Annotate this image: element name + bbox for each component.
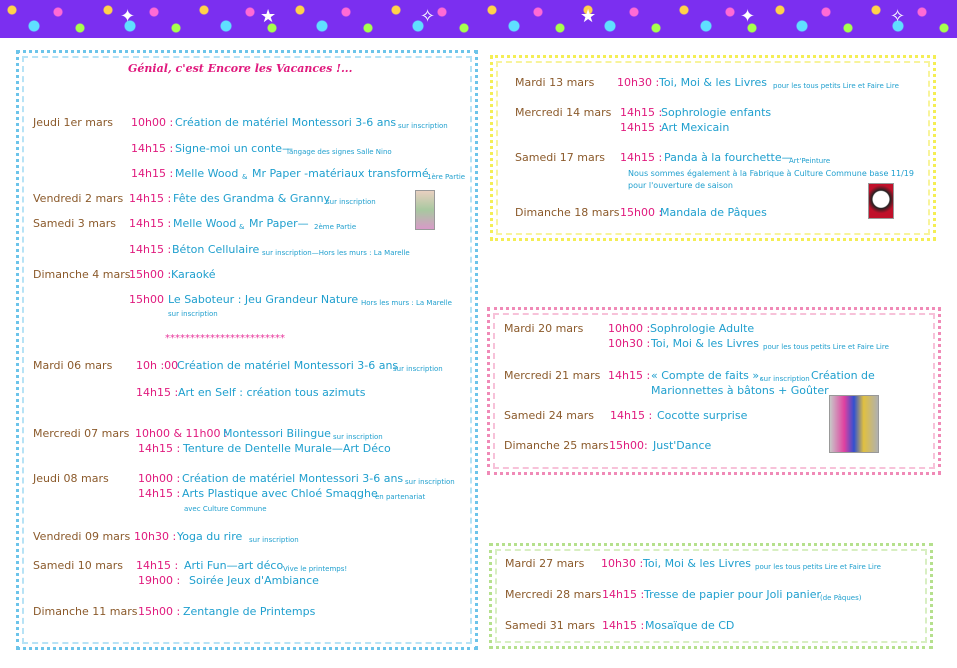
time-label: 15h00: (609, 439, 648, 452)
time-label: 15h00 (129, 293, 164, 306)
time-label: 14h15 : (620, 106, 663, 119)
activity-label: Melle Wood (173, 217, 237, 230)
time-label: 10h00 : (608, 322, 651, 335)
day-label: Vendredi 2 mars (33, 192, 124, 205)
time-label: 10h00 : (131, 116, 174, 129)
activity-note: sur inscription (326, 198, 376, 206)
day-label: Dimanche 25 mars (504, 439, 609, 452)
activity-note: Art'Peinture (789, 157, 831, 165)
page-title: Génial, c'est Encore les Vacances !... (128, 62, 353, 75)
day-label: Mardi 13 mars (515, 76, 595, 89)
time-label: 10h :00 (136, 359, 179, 372)
activity-note: sur inscription (405, 478, 455, 486)
activity-note: Vive le printemps! (283, 565, 348, 573)
activity-label: Mosaïque de CD (645, 619, 735, 632)
activity-note: (de Pâques) (820, 594, 862, 602)
time-label: 14h15 : (136, 386, 179, 399)
activity-note: en partenariat (375, 493, 426, 501)
activity-note: sur inscription—Hors les murs : La Marelle (262, 249, 410, 257)
time-label: 14h15 : (138, 442, 181, 455)
activity-label: Sophrologie Adulte (650, 322, 755, 335)
day-label: Mercredi 07 mars (33, 427, 130, 440)
activity-label: Arts Plastique avec Chloé Smaqghe (182, 487, 378, 500)
time-label: 14h15 : (610, 409, 653, 422)
activity-label: Toi, Moi & les Livres (651, 337, 760, 350)
activity-note: sur inscription (333, 433, 383, 441)
activity-label: Just'Dance (653, 439, 712, 452)
activity-label: « Compte de faits », (651, 369, 763, 382)
day-label: Dimanche 11 mars (33, 605, 138, 618)
time-label: 15h00 : (129, 268, 172, 281)
activity-note: sur inscription (393, 365, 443, 373)
puppets-photo (829, 395, 879, 453)
star-icon: ✦ (740, 6, 756, 27)
activity-label: Signe-moi un conte— (175, 142, 293, 155)
ampersand: & (239, 223, 245, 231)
time-label: 14h15 : (129, 217, 172, 230)
day-label: Mercredi 21 mars (504, 369, 601, 382)
activity-label: Mr Paper -matériaux transformé (252, 167, 429, 180)
activity-note: sur inscription (760, 375, 810, 383)
activity-note: Hors les murs : La Marelle (361, 299, 452, 307)
time-label: 10h30 : (617, 76, 660, 89)
time-label: 19h00 : (138, 574, 181, 587)
time-label: 14h15 : (620, 121, 663, 134)
time-label: 14h15 : (620, 151, 663, 164)
day-label: Samedi 10 mars (33, 559, 123, 572)
activity-label: Toi, Moi & les Livres (659, 76, 768, 89)
day-label: Mercredi 14 mars (515, 106, 612, 119)
day-label: Samedi 24 mars (504, 409, 594, 422)
day-label: Samedi 3 mars (33, 217, 116, 230)
activity-note: sur inscription (398, 122, 448, 130)
activity-label: Zentangle de Printemps (183, 605, 316, 618)
activity-label: Création de matériel Montessori 3-6 ans (177, 359, 399, 372)
time-label: 14h15 : (136, 559, 179, 572)
day-label: Vendredi 09 mars (33, 530, 131, 543)
day-label: Jeudi 08 mars (33, 472, 109, 485)
panda-photo (868, 183, 894, 219)
time-label: 14h15 : (131, 167, 174, 180)
star-icon: ★ (580, 6, 597, 27)
separator-stars: ************************ (165, 333, 285, 344)
day-label: Dimanche 18 mars (515, 206, 620, 219)
activity-label: Le Saboteur : Jeu Grandeur Nature (168, 293, 359, 306)
time-label: 10h30 : (601, 557, 644, 570)
activity-label: Panda à la fourchette— (664, 151, 793, 164)
star-icon: ✦ (120, 6, 136, 27)
activity-label: Mandala de Pâques (660, 206, 767, 219)
activity-label: Tenture de Dentelle Murale—Art Déco (183, 442, 391, 455)
info-text: Nous sommes également à la Fabrique à Culture Commune base 11/19 (628, 169, 914, 178)
day-label: Dimanche 4 mars (33, 268, 131, 281)
day-label: Samedi 31 mars (505, 619, 595, 632)
activity-label: Melle Wood (175, 167, 239, 180)
activity-label: Tresse de papier pour Joli panier (644, 588, 821, 601)
activity-label: Art Mexicain (661, 121, 730, 134)
activity-label: Yoga du rire (177, 530, 243, 543)
activity-label: Toi, Moi & les Livres (643, 557, 752, 570)
time-label: 14h15 : (138, 487, 181, 500)
activity-label: Cocotte surprise (657, 409, 748, 422)
activity-label: Sophrologie enfants (661, 106, 772, 119)
star-icon: ✧ (890, 6, 906, 27)
activity-note: sur inscription (168, 310, 218, 318)
activity-label: Art en Self : création tous azimuts (178, 386, 366, 399)
time-label: 10h00 : (138, 472, 181, 485)
activity-note: langage des signes Salle Nino (287, 148, 392, 156)
activity-note: 2ème Partie (314, 223, 357, 231)
activity-note: sur inscription (249, 536, 299, 544)
activity-label: Arti Fun—art déco (184, 559, 284, 572)
day-label: Mercredi 28 mars (505, 588, 602, 601)
time-label: 14h15 : (608, 369, 651, 382)
time-label: 14h15 : (129, 192, 172, 205)
day-label: Mardi 20 mars (504, 322, 584, 335)
star-icon: ★ (260, 6, 277, 27)
activity-label: Béton Cellulaire (172, 243, 260, 256)
time-label: 10h30 : (134, 530, 177, 543)
activity-label: Mr Paper— (249, 217, 309, 230)
activity-label: Création de matériel Montessori 3-6 ans (182, 472, 404, 485)
activity-label: Fête des Grandma & Granny (173, 192, 331, 205)
day-label: Mardi 06 mars (33, 359, 113, 372)
info-text: pour l'ouverture de saison (628, 181, 733, 190)
activity-label: Création de matériel Montessori 3-6 ans (175, 116, 397, 129)
activity-note: avec Culture Commune (184, 505, 267, 513)
activity-label: Montessori Bilingue (223, 427, 331, 440)
star-icon: ✧ (420, 6, 436, 27)
time-label: 14h15 : (602, 588, 645, 601)
activity-label: Soirée Jeux d'Ambiance (189, 574, 319, 587)
day-label: Samedi 17 mars (515, 151, 605, 164)
time-label: 10h00 & 11h00 : (135, 427, 228, 440)
activity-note: 1ère Partie (427, 173, 466, 181)
time-label: 15h00 : (138, 605, 181, 618)
grandma-photo (415, 190, 435, 230)
activity-label: Marionnettes à bâtons + Goûter (651, 384, 829, 397)
time-label: 14h15 : (131, 142, 174, 155)
decorative-banner (0, 0, 957, 38)
activity-note: pour les tous petits Lire et Faire Lire (763, 343, 889, 351)
day-label: Jeudi 1er mars (33, 116, 114, 129)
activity-label: Création de (811, 369, 875, 382)
time-label: 10h30 : (608, 337, 651, 350)
day-label: Mardi 27 mars (505, 557, 585, 570)
time-label: 15h00 : (620, 206, 663, 219)
activity-label: Karaoké (171, 268, 216, 281)
time-label: 14h15 : (602, 619, 645, 632)
activity-note: pour les tous petits Lire et Faire Lire (755, 563, 881, 571)
activity-note: pour les tous petits Lire et Faire Lire (773, 82, 899, 90)
time-label: 14h15 : (129, 243, 172, 256)
ampersand: & (242, 173, 248, 181)
